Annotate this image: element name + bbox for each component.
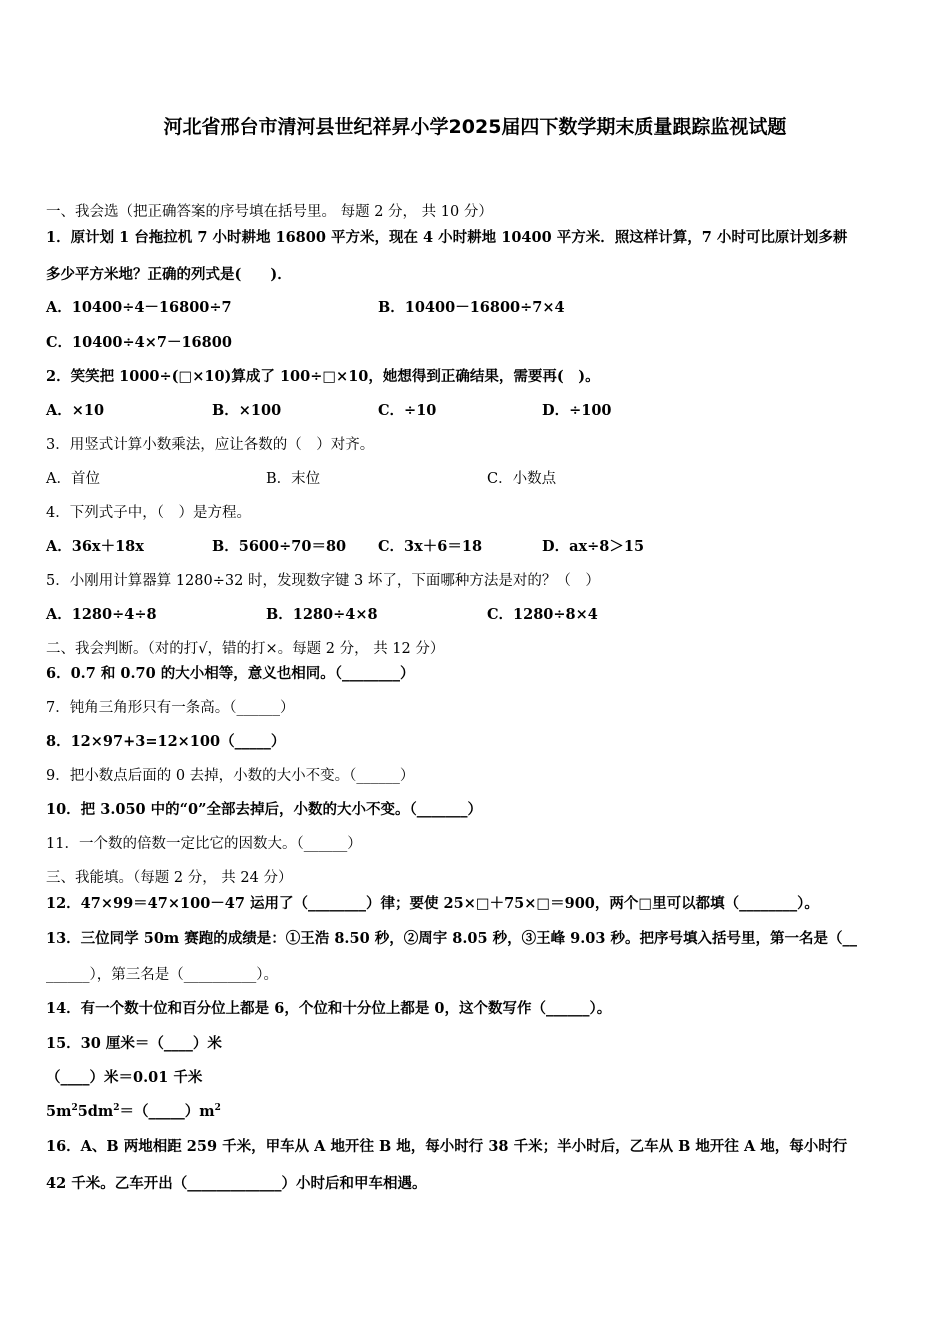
- question-15-line-2: （____）米＝0.01 千米: [46, 1069, 203, 1086]
- question-3: 3．用竖式计算小数乘法，应让各数的（ ）对齐。: [46, 437, 375, 453]
- question-6: 6．0.7 和 0.70 的大小相等，意义也相同。（________）: [46, 665, 415, 682]
- q2-option-a: A．×10: [46, 402, 105, 419]
- question-16-line-2: 42 千米。乙车开出（_____________）小时后和甲车相遇。: [46, 1175, 427, 1192]
- q4-option-b: B．5600÷70＝80: [212, 538, 347, 555]
- q2-option-b: B．×100: [212, 402, 282, 419]
- q3-option-a: A．首位: [46, 471, 100, 487]
- q1-option-c: C．10400÷4×7－16800: [46, 334, 232, 351]
- question-1-line-2: 多少平方米地？正确的列式是( )．: [46, 266, 292, 283]
- question-4: 4．下列式子中，（ ）是方程。: [46, 505, 251, 521]
- question-14: 14．有一个数十位和百分位上都是 6，个位和十分位上都是 0，这个数写作（______）。: [46, 1000, 612, 1017]
- q5-option-c: C．1280÷8×4: [487, 606, 598, 623]
- q3-option-c: C．小数点: [487, 471, 557, 487]
- q5-option-b: B．1280÷4×8: [266, 606, 378, 623]
- section-heading-judge: 二、我会判断。（对的打√，错的打×。每题 2 分， 共 12 分）: [46, 641, 445, 657]
- question-1-line-1: 1．原计划 1 台拖拉机 7 小时耕地 16800 平方米，现在 4 小时耕地 10400 平方米．照这样计算，7 小时可比原计划多耕: [46, 229, 848, 246]
- question-12: 12．47×99＝47×100－47 运用了（________）律；要使 25×□＋75×□＝900，两个□里可以都填（________）。: [46, 895, 819, 912]
- q4-option-a: A．36x＋18x: [46, 538, 144, 555]
- q1-option-a: A．10400÷4－16800÷7: [46, 299, 232, 316]
- q4-option-c: C．3x＋6＝18: [378, 538, 483, 555]
- q1-option-b: B．10400－16800÷7×4: [378, 299, 565, 316]
- question-5: 5．小刚用计算器算 1280÷32 时，发现数字键 3 坏了，下面哪种方法是对的？（ ）: [46, 573, 600, 589]
- q4-option-d: D．ax÷8＞15: [542, 538, 645, 555]
- question-15-line-3: $5m^25dm^2=(\_\_\_\_\_)m^2$: [46, 1103, 221, 1120]
- question-10: 10．把 3.050 中的“0”全部去掉后，小数的大小不变。（_______）: [46, 801, 482, 818]
- question-7: 7．钝角三角形只有一条高。（______）: [46, 700, 295, 716]
- question-15-line-1: 15．30 厘米＝（____）米: [46, 1035, 222, 1052]
- q2-option-c: C．÷10: [378, 402, 437, 419]
- question-13-line-2: ______），第三名是（__________）。: [46, 967, 278, 983]
- question-8: 8．12×97+3=12×100（_____）: [46, 733, 286, 750]
- question-2: 2．笑笑把 1000÷(□×10)算成了 100÷□×10，她想得到正确结果，需要再( )。: [46, 368, 600, 385]
- question-16-line-1: 16．A、B 两地相距 259 千米，甲车从 A 地开往 B 地，每小时行 38 千米；半小时后，乙车从 B 地开往 A 地，每小时行: [46, 1138, 848, 1155]
- section-heading-fill: 三、我能填。（每题 2 分， 共 24 分）: [46, 870, 293, 886]
- question-11: 11．一个数的倍数一定比它的因数大。（______）: [46, 836, 362, 852]
- question-13-line-1: 13．三位同学 50m 赛跑的成绩是：①王浩 8.50 秒，②周宇 8.05 秒，③王峰 9.03 秒。把序号填入括号里，第一名是（__: [46, 930, 858, 947]
- section-heading-choice: 一、我会选（把正确答案的序号填在括号里。 每题 2 分， 共 10 分）: [46, 204, 493, 220]
- page-title: 河北省邢台市清河县世纪祥昇小学2025届四下数学期末质量跟踪监视试题: [163, 116, 787, 138]
- q3-option-b: B．末位: [266, 471, 321, 487]
- question-9: 9．把小数点后面的 0 去掉，小数的大小不变。（______）: [46, 768, 415, 784]
- q5-option-a: A．1280÷4÷8: [46, 606, 157, 623]
- q2-option-d: D．÷100: [542, 402, 612, 419]
